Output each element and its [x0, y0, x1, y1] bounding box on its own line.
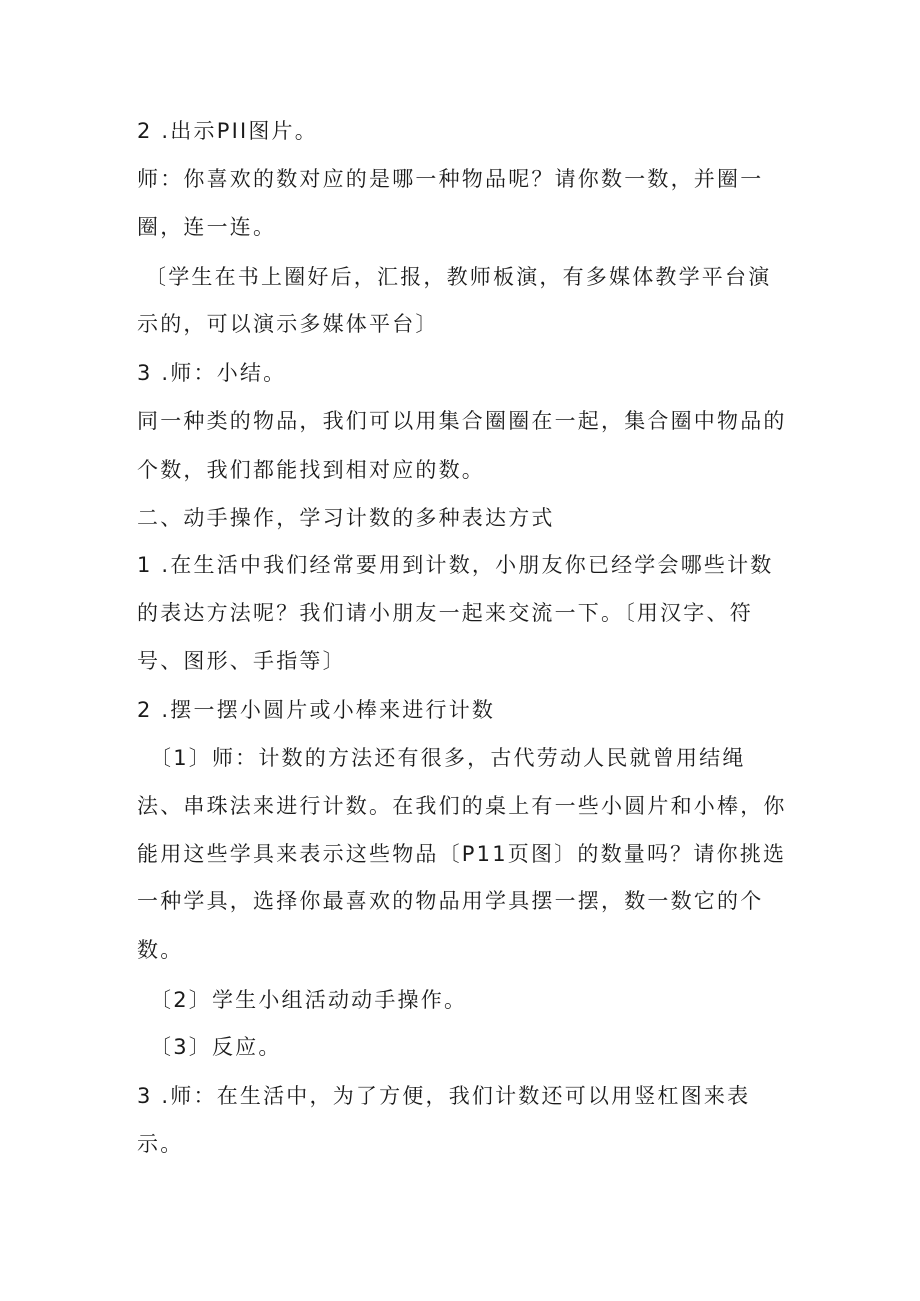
text-line: 圈，连一连。	[137, 215, 277, 239]
text-line: 3 .师：小结。	[137, 361, 287, 385]
text-line: 数。	[137, 938, 184, 962]
text-line: 3 .师：在生活中，为了方便，我们计数还可以用竖杠图来表	[137, 1084, 751, 1108]
text-line: 2 .出示PII图片。	[137, 119, 318, 143]
text-line: 〔2〕学生小组活动动手操作。	[150, 988, 468, 1012]
text-line: 个数，我们都能找到相对应的数。	[137, 458, 485, 482]
text-line: 〔学生在书上圈好后，汇报，教师板演，有多媒体教学平台演	[145, 265, 772, 289]
text-line: 法、串珠法来进行计数。在我们的桌上有一些小圆片和小棒，你	[137, 794, 787, 818]
text-line: 号、图形、手指等〕	[137, 649, 346, 673]
text-line: 一种学具，选择你最喜欢的物品用学具摆一摆，数一数它的个	[137, 889, 764, 913]
section-heading: 二、动手操作，学习计数的多种表达方式	[137, 506, 555, 530]
text-line: 2 .摆一摆小圆片或小棒来进行计数	[137, 698, 496, 722]
text-line: 师：你喜欢的数对应的是哪一种物品呢？请你数一数，并圈一	[137, 167, 764, 191]
text-line: 示。	[137, 1132, 184, 1156]
text-line: 同一种类的物品，我们可以用集合圈圈在一起，集合圈中物品的	[137, 409, 787, 433]
text-line: 示的，可以演示多媒体平台〕	[137, 312, 439, 336]
text-line: 〔3〕反应。	[150, 1035, 282, 1059]
text-line: 〔1〕师：计数的方法还有很多，古代劳动人民就曾用结绳	[150, 746, 746, 770]
text-line: 能用这些学具来表示这些物品〔P11页图〕的数量吗？请你挑选	[137, 842, 787, 866]
text-line: 的表达方法呢？我们请小朋友一起来交流一下。〔用汉字、符	[137, 601, 753, 625]
text-line: 1 .在生活中我们经常要用到计数，小朋友你已经学会哪些计数	[137, 553, 774, 577]
